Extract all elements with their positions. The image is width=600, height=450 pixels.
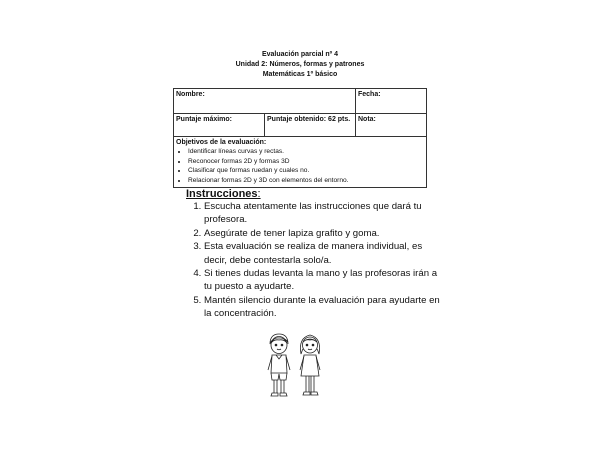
objectives-list [176, 147, 424, 185]
instruction-item: 3. Esta evaluación se realiza de manera individual, es decir, debe contestarla solo/a. [204, 240, 444, 267]
objective-item: • Clasificar que formas ruedan y cuales no. [188, 166, 424, 176]
objective-item: • Relacionar formas 2D y 3D con elementos del entorno. [188, 176, 424, 186]
objectives-cell [174, 137, 427, 188]
boy-figure [268, 334, 290, 396]
student-info-table [173, 88, 427, 188]
puntaje-maximo-label: Puntaje máximo: [176, 116, 233, 123]
instructions-title: Instrucciones: [186, 188, 261, 200]
nombre-cell[interactable] [174, 89, 356, 114]
instruction-item: 2. Asegúrate de tener lapiza grafito y goma. [204, 227, 444, 240]
instruction-item: 1. Escucha atentamente las instrucciones que dará tu profesora. [204, 200, 444, 227]
fecha-cell[interactable] [356, 89, 427, 114]
document-header [0, 50, 600, 80]
objectives-title: Objetivos de la evaluación: [176, 139, 267, 146]
unit-title: Unidad 2: Números, formas y patrones [235, 61, 365, 68]
fecha-label: Fecha: [358, 91, 381, 98]
objective-item: • Reconocer formas 2D y formas 3D [188, 157, 424, 167]
puntaje-obtenido-label: Puntaje obtenido: 62 pts. [267, 116, 351, 123]
nota-label: Nota: [358, 116, 376, 123]
nombre-label: Nombre: [176, 91, 205, 98]
objective-item: • Identificar líneas curvas y rectas. [188, 147, 424, 157]
puntaje-maximo-cell [174, 114, 265, 137]
girl-figure [300, 335, 320, 395]
kids-illustration [258, 330, 332, 400]
evaluation-title: Evaluación parcial nº 4 [261, 51, 339, 58]
instructions-list [187, 200, 444, 321]
nota-cell[interactable] [356, 114, 427, 137]
subject-title: Matemáticas 1º básico [262, 71, 338, 78]
instruction-item: 4. Si tienes dudas levanta la mano y las profesoras irán a tu puesto a ayudarte. [204, 267, 444, 294]
instruction-item: 5. Mantén silencio durante la evaluación para ayudarte en la concentración. [204, 294, 444, 321]
puntaje-obtenido-cell [265, 114, 356, 137]
